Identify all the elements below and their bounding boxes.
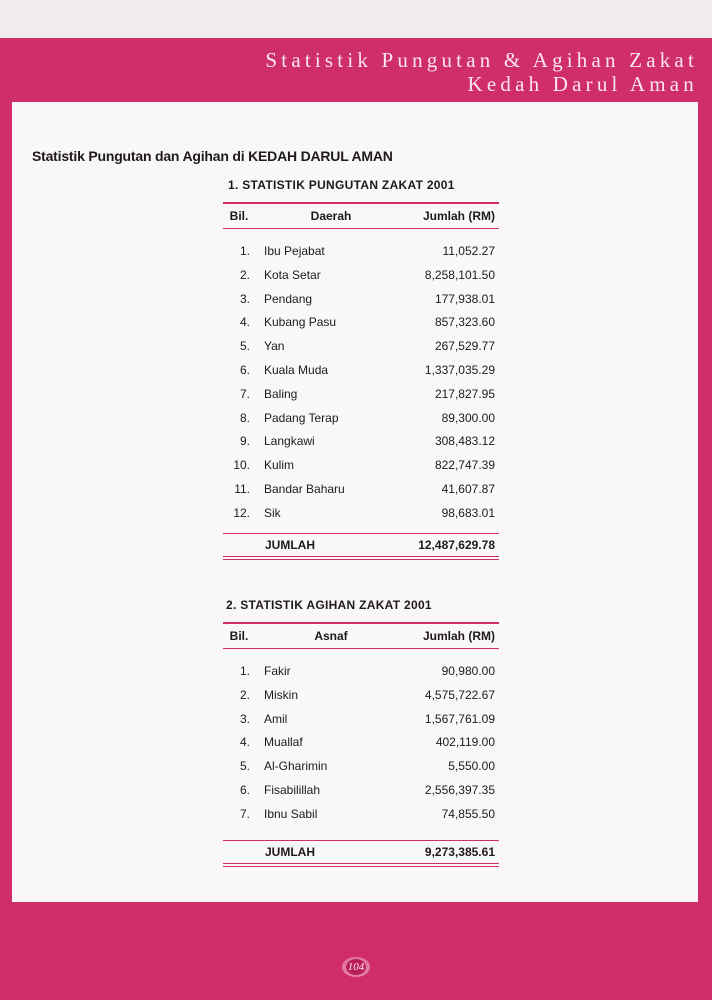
row-number: 1. bbox=[239, 244, 250, 258]
table-body bbox=[223, 661, 499, 828]
row-number: 11. bbox=[234, 481, 250, 496]
table-header bbox=[223, 204, 499, 228]
table-header bbox=[223, 624, 499, 648]
row-name: Bandar Baharu bbox=[264, 481, 345, 496]
row-value: 90,980.00 bbox=[441, 664, 495, 678]
row-value: 8,258,101.50 bbox=[424, 267, 495, 282]
table-row bbox=[223, 661, 499, 685]
row-value: 857,323.60 bbox=[434, 315, 495, 330]
header-line-1: Statistik Pungutan & Agihan Zakat bbox=[265, 48, 698, 72]
row-number: 6. bbox=[239, 782, 250, 797]
frame-left bbox=[0, 102, 12, 902]
row-number: 5. bbox=[239, 759, 250, 774]
table-rule bbox=[223, 648, 499, 650]
total-value: 9,273,385.61 bbox=[424, 845, 495, 860]
row-value: 2,556,397.35 bbox=[424, 782, 495, 797]
row-number: 7. bbox=[239, 386, 250, 401]
top-margin bbox=[0, 0, 712, 38]
table-row bbox=[223, 241, 499, 265]
table-row bbox=[223, 756, 499, 780]
row-name: Ibu Pejabat bbox=[264, 244, 325, 258]
header-line-2: Kedah Darul Aman bbox=[467, 72, 698, 96]
table-row bbox=[223, 732, 499, 756]
row-value: 308,483.12 bbox=[434, 434, 495, 449]
row-value: 217,827.95 bbox=[434, 386, 495, 401]
row-value: 5,550.00 bbox=[448, 759, 495, 774]
table-row bbox=[223, 360, 499, 384]
row-number: 9. bbox=[239, 434, 250, 449]
row-value: 1,567,761.09 bbox=[424, 711, 495, 726]
row-number: 4. bbox=[239, 315, 250, 330]
col-asnaf: Asnaf bbox=[314, 628, 348, 643]
row-name: Kulim bbox=[264, 458, 295, 473]
row-name: Kuala Muda bbox=[264, 362, 329, 377]
row-number: 5. bbox=[239, 339, 250, 354]
table-row bbox=[223, 336, 499, 360]
row-number: 10. bbox=[233, 458, 250, 473]
table-double-rule bbox=[223, 556, 499, 560]
table-row bbox=[223, 804, 499, 828]
row-number: 7. bbox=[239, 806, 250, 821]
page-number: 104 bbox=[347, 961, 365, 973]
row-name: Muallaf bbox=[264, 735, 303, 750]
row-name: Al-Gharimin bbox=[264, 759, 328, 774]
row-name: Padang Terap bbox=[264, 410, 339, 425]
row-number: 4. bbox=[239, 735, 250, 750]
row-name: Ibnu Sabil bbox=[264, 806, 318, 821]
page-number-badge bbox=[341, 955, 371, 979]
agihan-table bbox=[223, 622, 499, 867]
row-value: 267,529.77 bbox=[434, 339, 495, 354]
table-row bbox=[223, 384, 499, 408]
row-number: 3. bbox=[239, 711, 250, 726]
row-name: Sik bbox=[264, 505, 281, 520]
row-value: 41,607.87 bbox=[441, 481, 495, 496]
row-value: 1,337,035.29 bbox=[424, 362, 495, 377]
page-content bbox=[12, 102, 698, 902]
section2-title: 2. STATISTIK AGIHAN ZAKAT 2001 bbox=[226, 598, 432, 612]
row-value: 402,119.00 bbox=[435, 735, 495, 750]
row-value: 11,052.27 bbox=[442, 244, 495, 258]
table-row bbox=[223, 709, 499, 733]
table-row bbox=[223, 408, 499, 432]
table-total-row bbox=[223, 534, 499, 556]
row-value: 4,575,722.67 bbox=[424, 687, 495, 702]
table-row bbox=[223, 503, 499, 527]
row-number: 2. bbox=[239, 267, 250, 282]
table-row bbox=[223, 431, 499, 455]
table-row bbox=[223, 479, 499, 503]
row-name: Langkawi bbox=[264, 434, 315, 449]
total-label: JUMLAH bbox=[265, 845, 315, 860]
row-name: Fakir bbox=[264, 664, 291, 678]
col-daerah: Daerah bbox=[310, 208, 352, 223]
table-rule bbox=[223, 228, 499, 230]
row-value: 98,683.01 bbox=[441, 505, 495, 520]
row-name: Kubang Pasu bbox=[264, 315, 337, 330]
table-row bbox=[223, 265, 499, 289]
row-name: Pendang bbox=[264, 291, 313, 306]
row-number: 12. bbox=[233, 505, 250, 520]
row-value: 89,300.00 bbox=[441, 410, 495, 425]
header-band bbox=[0, 38, 712, 102]
table-row bbox=[223, 455, 499, 479]
table-double-rule bbox=[223, 863, 499, 867]
row-value: 74,855.50 bbox=[441, 806, 495, 821]
frame-bottom bbox=[0, 902, 712, 1000]
section1-title: 1. STATISTIK PUNGUTAN ZAKAT 2001 bbox=[228, 178, 455, 192]
row-number: 6. bbox=[239, 362, 250, 377]
frame-right bbox=[698, 102, 712, 902]
page-title: Statistik Pungutan dan Agihan di KEDAH DARUL AMAN bbox=[32, 148, 393, 164]
col-jumlah: Jumlah (RM) bbox=[423, 628, 495, 643]
col-bil: Bil. bbox=[229, 208, 249, 223]
total-value: 12,487,629.78 bbox=[418, 538, 495, 553]
row-number: 8. bbox=[239, 410, 250, 425]
row-number: 2. bbox=[239, 687, 250, 702]
row-name: Amil bbox=[264, 711, 288, 726]
row-number: 3. bbox=[239, 291, 250, 306]
header-title bbox=[265, 48, 698, 96]
table-row bbox=[223, 312, 499, 336]
row-value: 822,747.39 bbox=[434, 458, 495, 473]
table-row bbox=[223, 780, 499, 804]
col-jumlah: Jumlah (RM) bbox=[423, 208, 495, 223]
table-total-row bbox=[223, 841, 499, 863]
row-name: Fisabilillah bbox=[264, 782, 321, 797]
row-name: Miskin bbox=[264, 687, 299, 702]
table-body bbox=[223, 241, 499, 527]
table-row bbox=[223, 289, 499, 313]
row-name: Baling bbox=[264, 386, 298, 401]
row-name: Yan bbox=[264, 339, 285, 354]
col-bil: Bil. bbox=[229, 628, 249, 643]
row-value: 177,938.01 bbox=[434, 291, 495, 306]
pungutan-table bbox=[223, 202, 499, 560]
row-number: 1. bbox=[239, 664, 250, 678]
total-label: JUMLAH bbox=[265, 538, 315, 553]
table-row bbox=[223, 685, 499, 709]
row-name: Kota Setar bbox=[264, 267, 321, 282]
